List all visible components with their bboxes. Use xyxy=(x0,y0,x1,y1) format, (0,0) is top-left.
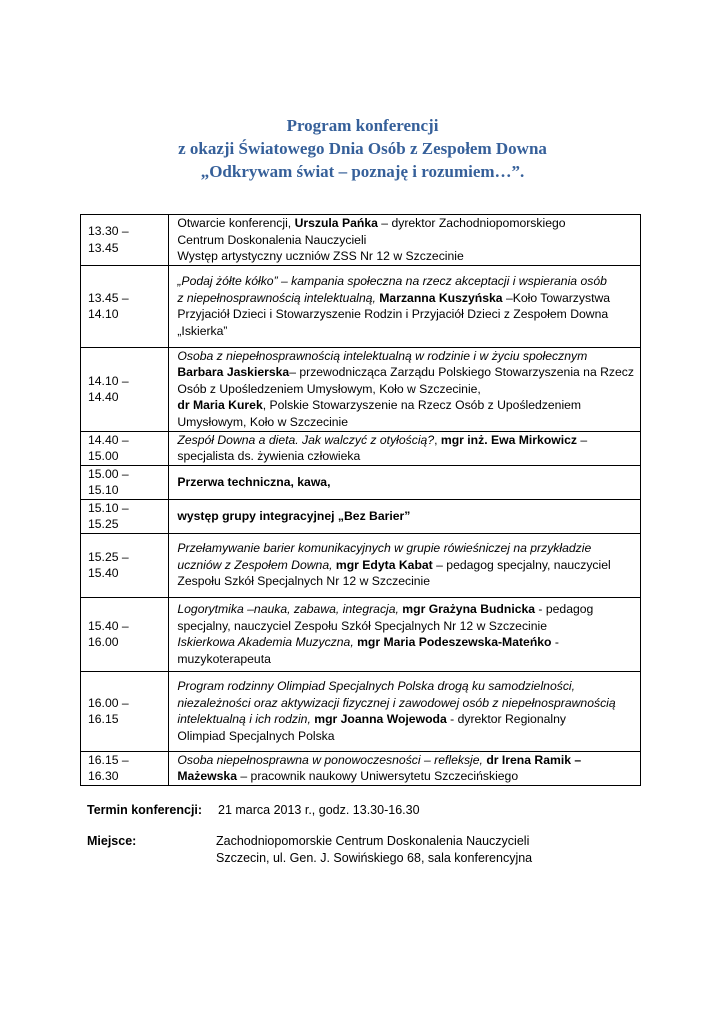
description-cell: Otwarcie konferencji, Urszula Pańka – dyrektor Zachodniopomorskiego Centrum Doskonalenia Nauczycieli Występ artystyczny uczniów ZSS Nr 12 w Szczecinie xyxy=(169,215,641,266)
time-cell: 15.00 – 15.10 xyxy=(81,465,169,499)
description-cell: występ grupy integracyjnej „Bez Barier” xyxy=(169,499,641,533)
description-cell: Zespół Downa a dieta. Jak walczyć z otyłością?, mgr inż. Ewa Mirkowicz – specjalista ds. żywienia człowieka xyxy=(169,431,641,465)
description-cell: Program rodzinny Olimpiad Specjalnych Polska drogą ku samodzielności, niezależności oraz aktywizacji fizycznej i zawodowej osób z niepełnosprawnością intelektualną i ich rodzin, mgr Joanna Wojewoda - dyrektor Regionalny Olimpiad Specjalnych Polska xyxy=(169,671,641,751)
description-cell: Osoba z niepełnosprawnością intelektualną w rodzinie i w życiu społecznym Barbara Jaskierska– przewodnicząca Zarządu Polskiego Stowarzyszenia na Rzecz Osób z Upośledzeniem Umysłowym, Koło w Szczecinie, dr Maria Kurek, Polskie Stowarzyszenie na Rzecz Osób z Upośledzeniem Umysłowym, Koło w Szczecinie xyxy=(169,347,641,431)
place-label: Miejsce: xyxy=(87,834,137,848)
time-cell: 15.10 – 15.25 xyxy=(81,499,169,533)
time-cell: 14.40 – 15.00 xyxy=(81,431,169,465)
table-row xyxy=(81,465,641,499)
time-cell: 13.30 – 13.45 xyxy=(81,215,169,266)
table-row xyxy=(81,265,641,347)
place-line-1: Zachodniopomorskie Centrum Doskonalenia Nauczycieli xyxy=(216,834,530,848)
time-cell: 15.40 – 16.00 xyxy=(81,597,169,671)
table-row xyxy=(81,671,641,751)
title-line-1: Program konferencji xyxy=(286,116,439,135)
title-line-2: z okazji Światowego Dnia Osób z Zespołem Downa xyxy=(178,139,547,158)
table-row xyxy=(81,533,641,597)
time-cell: 13.45 – 14.10 xyxy=(81,265,169,347)
description-cell: „Podaj żółte kółko” – kampania społeczna na rzecz akceptacji i wspierania osób z niepełnosprawnością intelektualną, Marzanna Kuszyńska –Koło Towarzystwa Przyjaciół Dzieci i Stowarzyszenie Rodzin i Przyjaciół Dzieci z Zespołem Downa „Iskierka” xyxy=(169,265,641,347)
time-cell: 14.10 – 14.40 xyxy=(81,347,169,431)
table-row xyxy=(81,347,641,431)
table-row xyxy=(81,215,641,266)
table-row xyxy=(81,751,641,785)
place-line-2: Szczecin, ul. Gen. J. Sowińskiego 68, sala konferencyjna xyxy=(216,851,533,865)
time-cell: 15.25 – 15.40 xyxy=(81,533,169,597)
description-cell: Przełamywanie barier komunikacyjnych w grupie rówieśniczej na przykładzie uczniów z Zespołem Downa, mgr Edyta Kabat – pedagog specjalny, nauczyciel Zespołu Szkół Specjalnych Nr 12 w Szczecinie xyxy=(169,533,641,597)
term-label: Termin konferencji: xyxy=(87,803,203,817)
table-row xyxy=(81,597,641,671)
time-cell: 16.00 – 16.15 xyxy=(81,671,169,751)
table-row xyxy=(81,431,641,465)
description-cell: Osoba niepełnosprawna w ponowoczesności – refleksje, dr Irena Ramik – Mażewska – pracownik naukowy Uniwersytetu Szczecińskiego xyxy=(169,751,641,785)
term-value: 21 marca 2013 r., godz. 13.30-16.30 xyxy=(218,803,420,817)
title-line-3: „Odkrywam świat – poznaję i rozumiem…”. xyxy=(200,162,525,181)
description-cell: Logorytmika –nauka, zabawa, integracja, mgr Grażyna Budnicka - pedagog specjalny, nauczyciel Zespołu Szkół Specjalnych Nr 12 w Szczecinie Iskierkowa Akademia Muzyczna, mgr Maria Podeszewska-Mateńko - muzykoterapeuta xyxy=(169,597,641,671)
table-row xyxy=(81,499,641,533)
program-table xyxy=(80,214,641,786)
description-cell: Przerwa techniczna, kawa, xyxy=(169,465,641,499)
time-cell: 16.15 – 16.30 xyxy=(81,751,169,785)
